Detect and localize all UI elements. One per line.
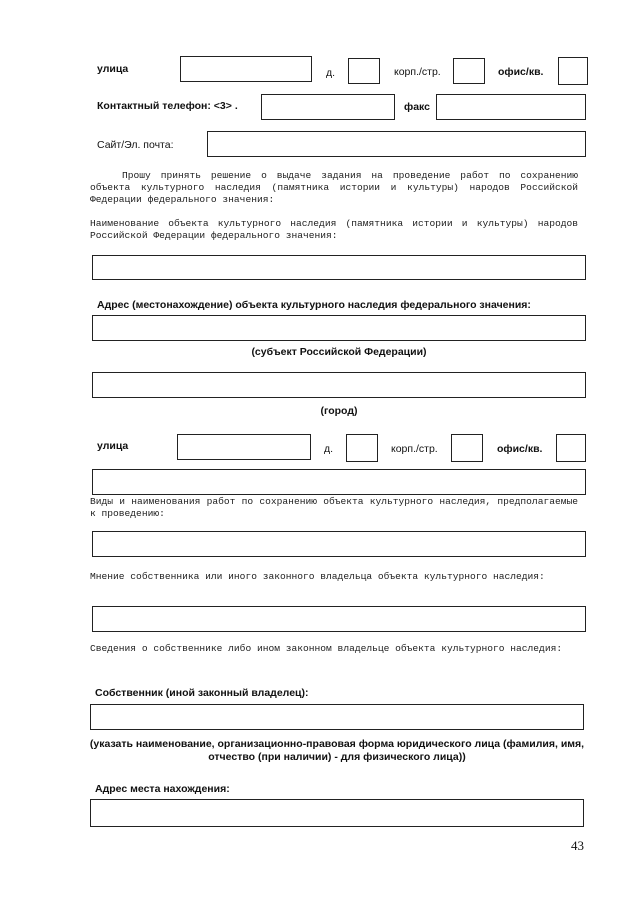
house-label-2: д. bbox=[324, 443, 334, 455]
house-field-1[interactable] bbox=[348, 58, 380, 84]
phone-field[interactable] bbox=[261, 94, 395, 120]
office-field-2[interactable] bbox=[556, 434, 586, 462]
subject-caption: (субъект Российской Федерации) bbox=[251, 346, 427, 358]
phone-label: Контактный телефон: <3> . bbox=[97, 100, 238, 112]
owner-caption-line2: отчество (при наличии) - для физического лица)) bbox=[208, 751, 466, 763]
owner-opinion-field[interactable] bbox=[92, 606, 586, 632]
owner-field[interactable] bbox=[90, 704, 584, 730]
object-name-field[interactable] bbox=[92, 255, 586, 280]
page-number: 43 bbox=[571, 838, 584, 853]
location-field[interactable] bbox=[90, 799, 584, 827]
city-caption: (город) bbox=[320, 405, 358, 417]
building-label-2: корп./стр. bbox=[391, 443, 438, 455]
request-paragraph: Прошу принять решение о выдаче задания на проведение работ по сохранению объекта культурного наследия (памятника истории и культуры) народов Российской Федерации федерального значения: bbox=[90, 170, 578, 205]
street-label-1: улица bbox=[97, 63, 129, 75]
address-extra-field[interactable] bbox=[92, 469, 586, 495]
object-name-label: Наименование объекта культурного наследия (памятника истории и культуры) народов Российской Федерации федерального значения: bbox=[90, 218, 578, 241]
works-label: Виды и наименования работ по сохранению объекта культурного наследия, предполагаемые к проведению: bbox=[90, 496, 578, 519]
building-label-1: корп./стр. bbox=[394, 66, 441, 78]
building-field-1[interactable] bbox=[453, 58, 485, 84]
city-field[interactable] bbox=[92, 372, 586, 398]
owner-opinion-label: Мнение собственника или иного законного владельца объекта культурного наследия: bbox=[90, 571, 545, 582]
site-email-label: Сайт/Эл. почта: bbox=[97, 139, 174, 151]
fax-label: факс bbox=[404, 101, 430, 113]
office-label-2: офис/кв. bbox=[497, 443, 543, 455]
address-label: Адрес (местонахождение) объекта культурного наследия федерального значения: bbox=[97, 299, 531, 311]
street-field-2[interactable] bbox=[177, 434, 311, 460]
works-field[interactable] bbox=[92, 531, 586, 557]
site-email-field[interactable] bbox=[207, 131, 586, 157]
office-label-1: офис/кв. bbox=[498, 66, 544, 78]
office-field-1[interactable] bbox=[558, 57, 588, 85]
owner-label: Собственник (иной законный владелец): bbox=[95, 687, 309, 699]
house-field-2[interactable] bbox=[346, 434, 378, 462]
street-label-2: улица bbox=[97, 440, 129, 452]
fax-field[interactable] bbox=[436, 94, 586, 120]
owner-info-label: Сведения о собственнике либо ином законном владельце объекта культурного наследия: bbox=[90, 643, 563, 654]
location-label: Адрес места нахождения: bbox=[95, 783, 230, 795]
building-field-2[interactable] bbox=[451, 434, 483, 462]
street-field-1[interactable] bbox=[180, 56, 312, 82]
owner-caption-line1: (указать наименование, организационно-правовая форма юридического лица (фамилия, имя, bbox=[89, 738, 585, 750]
subject-field[interactable] bbox=[92, 315, 586, 341]
house-label-1: д. bbox=[326, 67, 336, 79]
